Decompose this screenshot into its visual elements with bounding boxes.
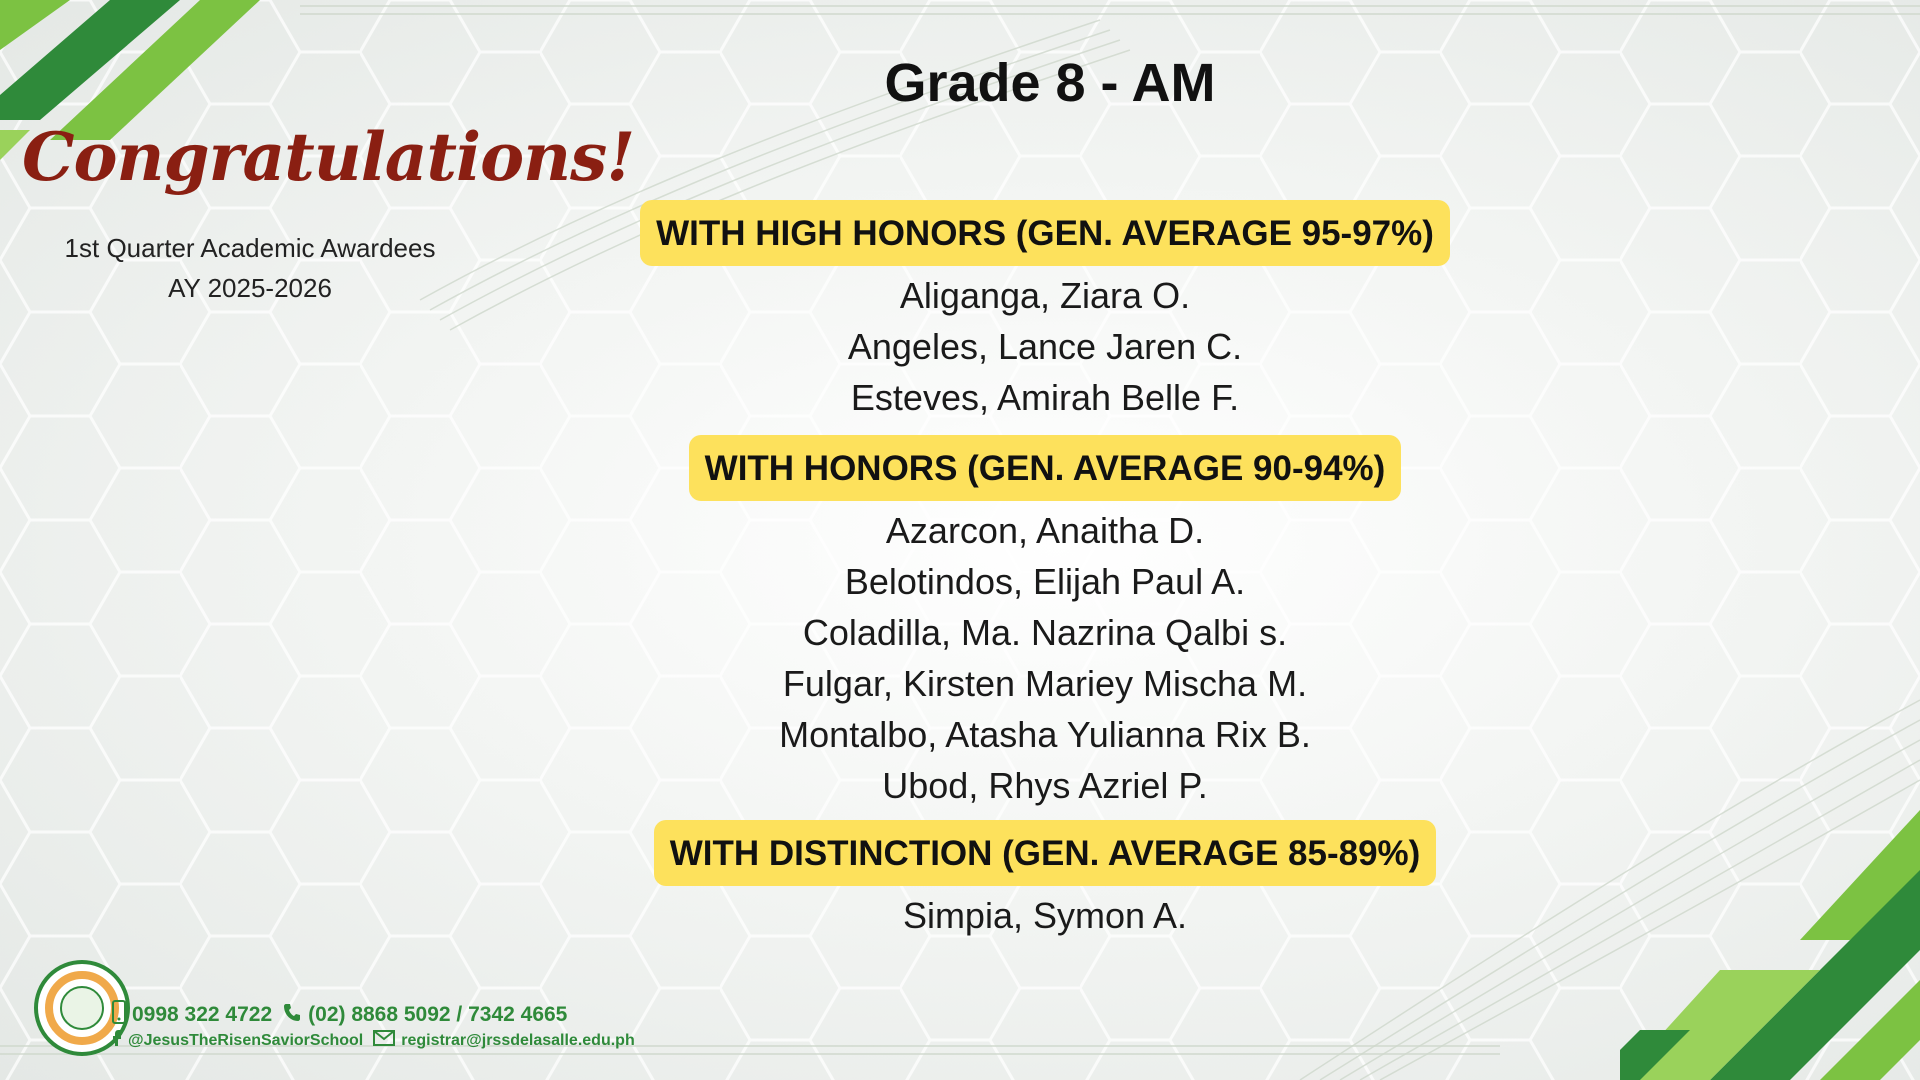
award-header-honors: WITH HONORS (GEN. AVERAGE 90-94%) (689, 435, 1402, 501)
awardee-name: Coladilla, Ma. Nazrina Qalbi s. (802, 612, 1288, 653)
telephone-icon (282, 1002, 302, 1028)
subtitle-academic-year: AY 2025-2026 (168, 273, 332, 303)
phone-icon (112, 1000, 126, 1030)
facebook-icon (112, 1030, 122, 1051)
awardee-name: Aliganga, Ziara O. (899, 275, 1191, 316)
award-section-honors (0, 435, 1920, 811)
subtitle-quarter: 1st Quarter Academic Awardees (64, 233, 436, 263)
award-section-high-honors (0, 200, 1920, 423)
awardee-name: Simpia, Symon A. (902, 895, 1188, 936)
mobile-number: 0998 322 4722 (132, 1003, 273, 1026)
award-header-high-honors: WITH HIGH HONORS (GEN. AVERAGE 95-97%) (640, 200, 1450, 266)
award-section-distinction (0, 820, 1920, 941)
congratulations-heading: Congratulations! (22, 118, 635, 196)
award-header-distinction: WITH DISTINCTION (GEN. AVERAGE 85-89%) (654, 820, 1437, 886)
awardee-name: Ubod, Rhys Azriel P. (882, 765, 1208, 806)
awardee-name: Fulgar, Kirsten Mariey Mischa M. (782, 663, 1308, 704)
contact-phones (112, 1000, 567, 1030)
email-address[interactable]: registrar@jrssdelasalle.edu.ph (401, 1031, 635, 1049)
landline-numbers: (02) 8868 5092 / 7342 4665 (308, 1003, 568, 1026)
awardee-name: Angeles, Lance Jaren C. (847, 326, 1243, 367)
awardee-name: Belotindos, Elijah Paul A. (844, 561, 1246, 602)
awardee-name: Montalbo, Atasha Yulianna Rix B. (779, 714, 1311, 755)
contact-online (112, 1030, 635, 1051)
page-title: Grade 8 - AM (884, 53, 1216, 113)
awardee-name: Esteves, Amirah Belle F. (850, 377, 1240, 418)
awardee-name: Azarcon, Anaitha D. (885, 510, 1205, 551)
mail-icon (373, 1030, 395, 1051)
facebook-handle[interactable]: @JesusTheRisenSaviorSchool (128, 1031, 364, 1049)
